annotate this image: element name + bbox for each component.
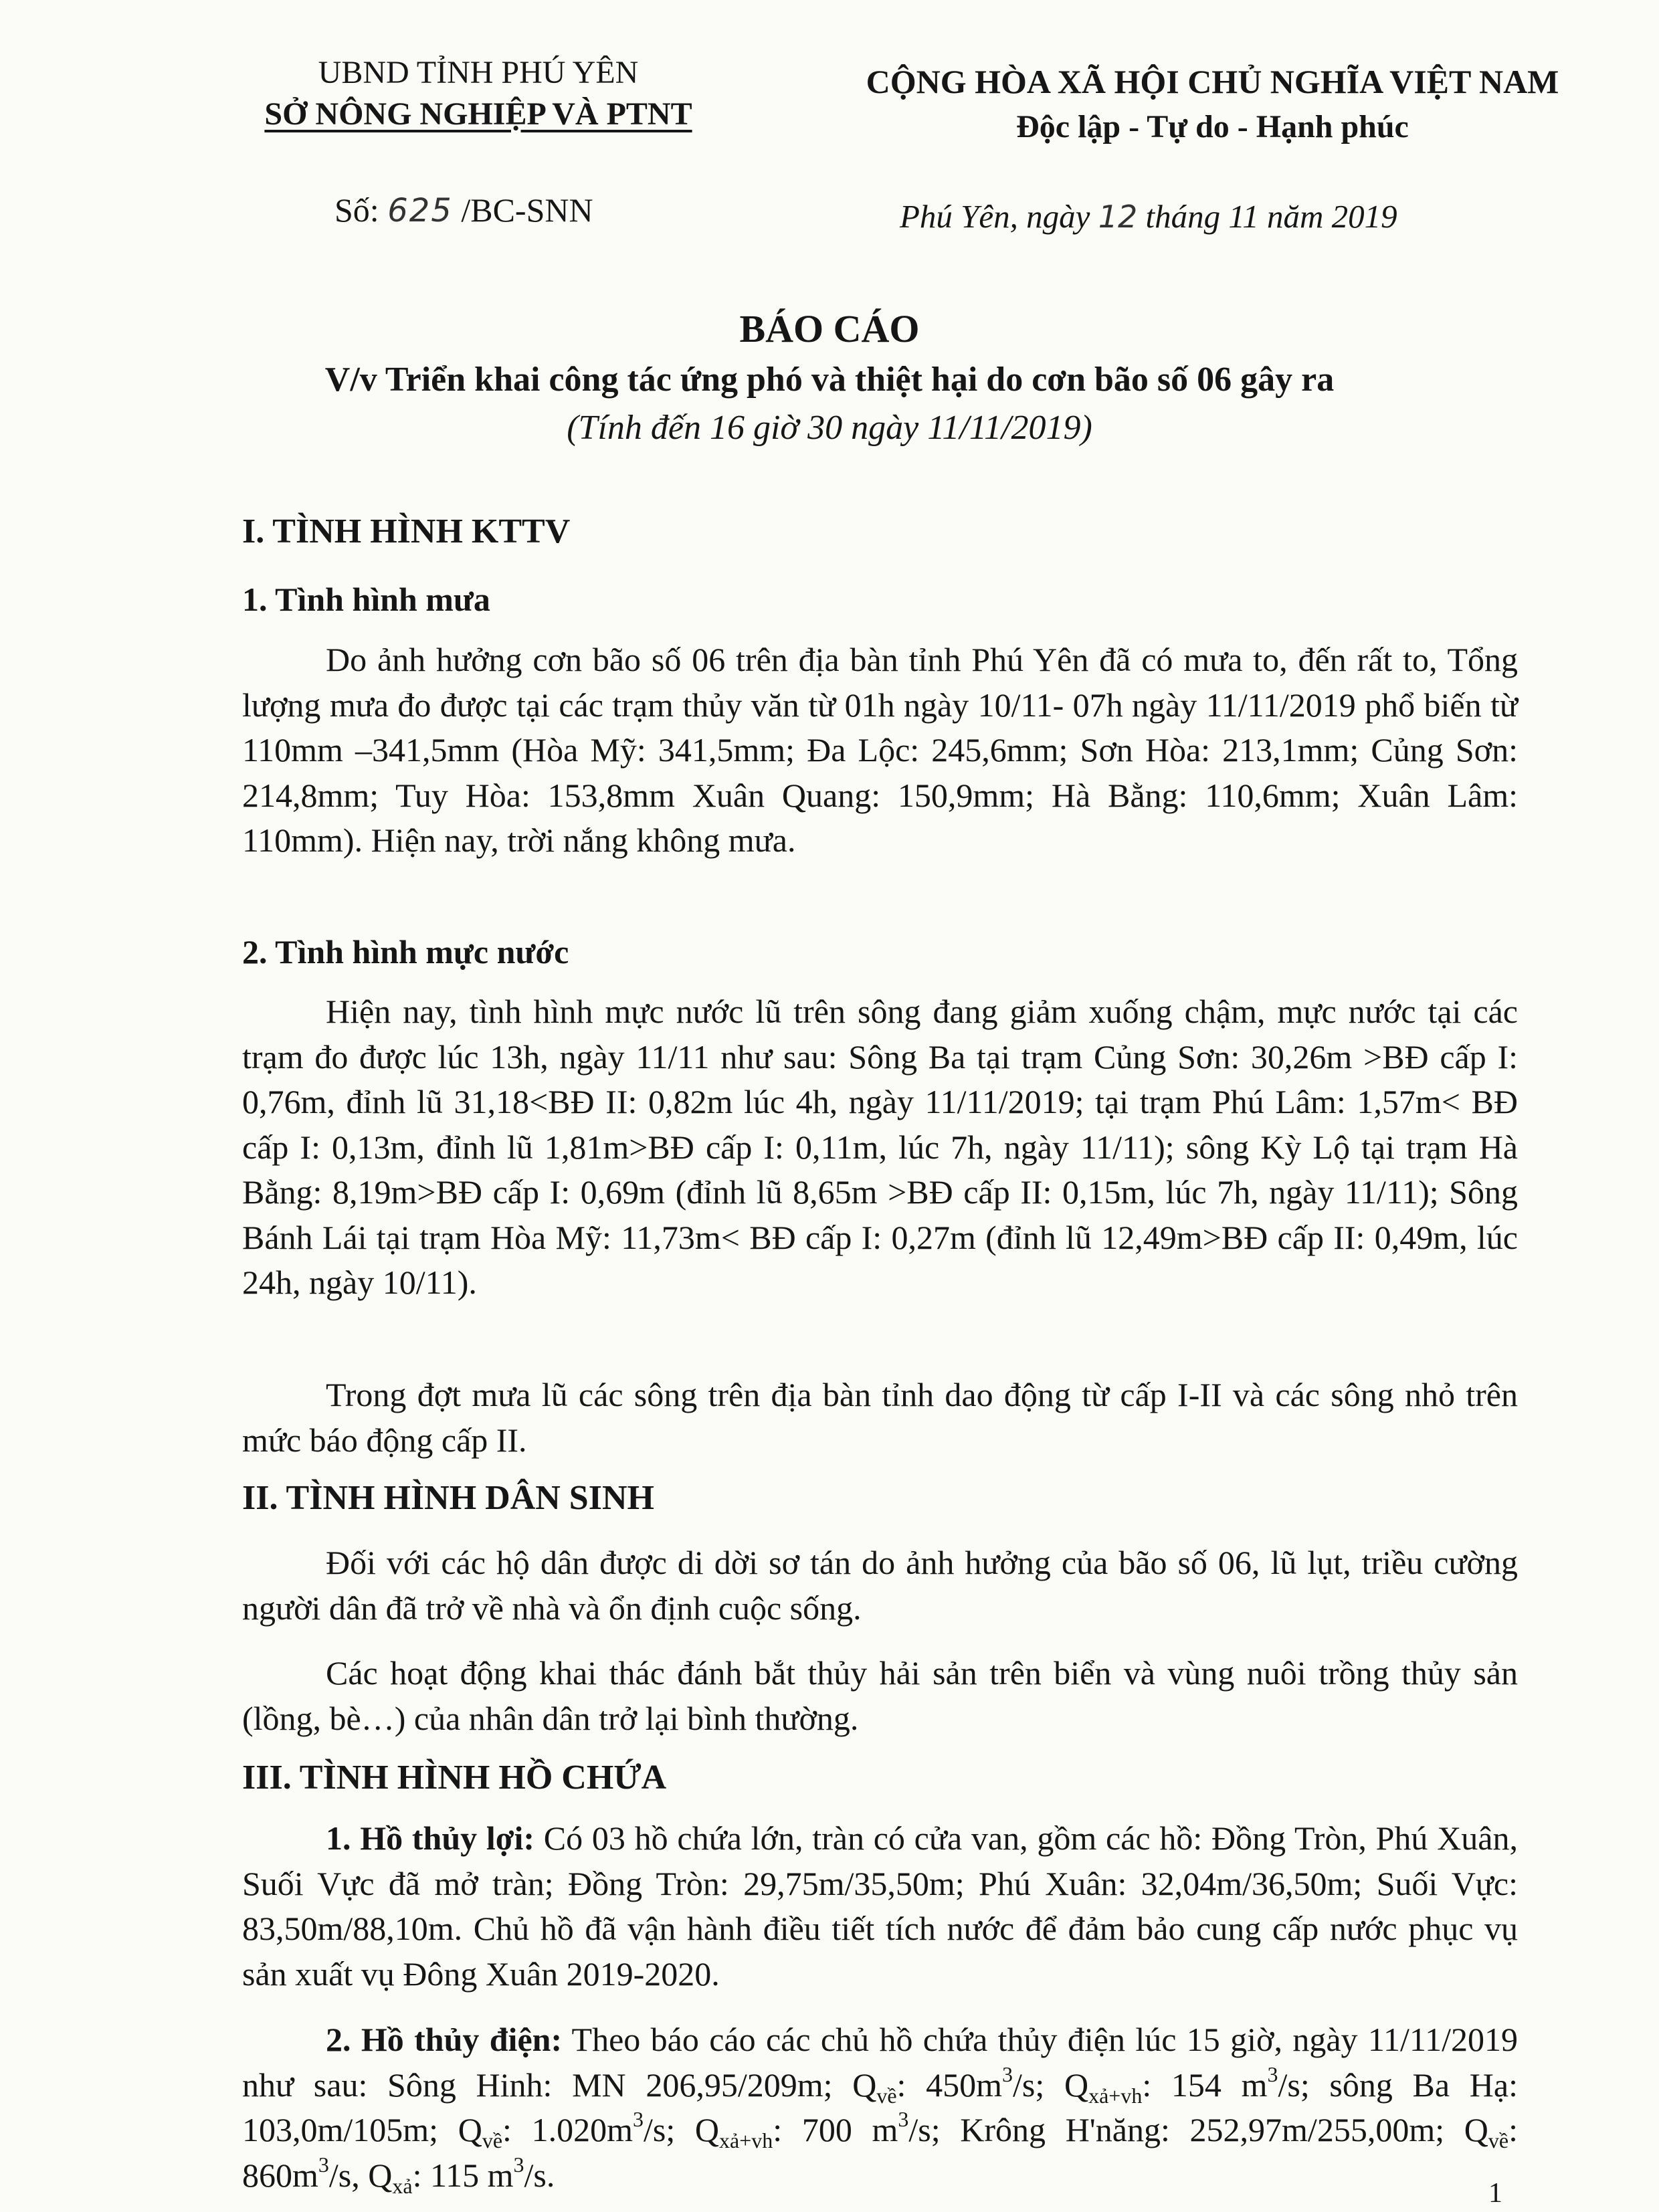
fisheries-paragraph: Các hoạt động khai thác đánh bắt thủy hải sản trên biển và vùng nuôi trồng thủy sản (lồng, bè…) của nhân dân trở lại bình thường. <box>242 1654 1518 1737</box>
document-number: Số: 625 /BC-SNN <box>334 191 593 229</box>
flood-summary-paragraph: Trong đợt mưa lũ các sông trên địa bàn tỉnh dao động từ cấp I-II và các sông nhỏ trên mức báo động cấp II. <box>242 1376 1518 1459</box>
hydropower-reservoir-paragraph: 2. Hồ thủy điện: Theo báo cáo các chủ hồ chứa thủy điện lúc 15 giờ, ngày 11/11/2019 như sau: Sông Hinh: MN 206,95/209m; $Q_{về}$: $450m^3/s$; $Q_{xả+vh}$: 154 $m^3/s$; sông Ba Hạ: 103,0m/105m; $Q_{về}$: $1.020m^3/s$; $Q_{xả+vh}$: 700 $m^3/s$; Krông H'năng: 252,97m/255,00m; $Q_{về}$: $860m^3/s$, $Q_{xả}$: 115 $m^3/s$. <box>242 2021 1518 2198</box>
report-time: (Tính đến 16 giờ 30 ngày 11/11/2019) <box>567 409 1092 447</box>
country-name: CỘNG HÒA XÃ HỘI CHỦ NGHĨA VIỆT NAM <box>866 63 1559 100</box>
agency-name: SỞ NÔNG NGHIỆP VÀ PTNT <box>264 96 692 132</box>
document-date: Phú Yên, ngày 12 tháng 11 năm 2019 <box>900 198 1397 235</box>
irrigation-label: 1. Hồ thủy lợi: <box>326 1819 535 1857</box>
handwritten-number: 625 <box>387 192 453 229</box>
agency-parent: UBND TỈNH PHÚ YÊN <box>318 55 639 90</box>
hydropower-label: 2. Hồ thủy điện: <box>326 2021 563 2058</box>
rain-paragraph: Do ảnh hưởng cơn bão số 06 trên địa bàn tỉnh Phú Yên đã có mưa to, đến rất to, Tổng lượng mưa đo được tại các trạm thủy văn từ 01h ngày 10/11- 07h ngày 11/11/2019 phổ biến từ 110mm –341,5mm (Hòa Mỹ: 341,5mm; Đa Lộc: 245,6mm; Sơn Hòa: 213,1mm; Củng Sơn: 214,8mm; Tuy Hòa: 153,8mm Xuân Quang: 150,9mm; Hà Bằng: 110,6mm; Xuân Lâm: 110mm). Hiện nay, trời nắng không mưa. <box>242 641 1518 859</box>
water-level-paragraph: Hiện nay, tình hình mực nước lũ trên sông đang giảm xuống chậm, mực nước tại các trạm đo được lúc 13h, ngày 11/11 như sau: Sông Ba tại trạm Củng Sơn: 30,26m >BĐ cấp I: 0,76m, đỉnh lũ 31,18<BĐ II: 0,82m lúc 4h, ngày 11/11/2019; tại trạm Phú Lâm: 1,57m< BĐ cấp I: 0,13m, đỉnh lũ 1,81m>BĐ cấp I: 0,11m, lúc 7h, ngày 11/11); sông Kỳ Lộ tại trạm Hà Bằng: 8,19m>BĐ cấp I: 0,69m (đỉnh lũ 8,65m >BĐ cấp II: 0,15m, lúc 7h, ngày 11/11); Sông Bánh Lái tại trạm Hòa Mỹ: 11,73m< BĐ cấp I: 0,27m (đỉnh lũ 12,49m>BĐ cấp II: 0,49m, lúc 24h, ngày 10/11). <box>242 993 1518 1301</box>
section-1-1-heading: 1. Tình hình mưa <box>242 581 490 618</box>
irrigation-reservoir-paragraph: 1. Hồ thủy lợi: Có 03 hồ chứa lớn, tràn có cửa van, gồm các hồ: Đồng Tròn, Phú Xuân, Suối Vực đã mở tràn; Đồng Tròn: 29,75m/35,50m; Phú Xuân: 32,04m/36,50m; Suối Vực: 83,50m/88,10m. Chủ hồ đã vận hành điều tiết tích nước để đảm bảo cung cấp nước phục vụ sản xuất vụ Đông Xuân 2019-2020. <box>242 1819 1518 1993</box>
section-2-heading: II. TÌNH HÌNH DÂN SINH <box>242 1479 654 1517</box>
section-1-2-heading: 2. Tình hình mực nước <box>242 933 569 971</box>
residents-paragraph: Đối với các hộ dân được di dời sơ tán do ảnh hưởng của bão số 06, lũ lụt, triều cường người dân đã trở về nhà và ổn định cuộc sống. <box>242 1544 1518 1627</box>
section-3-heading: III. TÌNH HÌNH HỒ CHỨA <box>242 1758 667 1797</box>
section-1-heading: I. TÌNH HÌNH KTTV <box>242 512 571 550</box>
page-number: 1 <box>1488 2178 1502 2209</box>
issuing-agency <box>264 52 692 135</box>
motto: Độc lập - Tự do - Hạnh phúc <box>1016 109 1409 144</box>
report-subject: V/v Triển khai công tác ứng phó và thiệt hại do cơn bão số 06 gây ra <box>324 361 1335 399</box>
national-motto <box>840 59 1585 150</box>
report-title: BÁO CÁO <box>739 307 920 350</box>
handwritten-day: 12 <box>1098 199 1138 235</box>
